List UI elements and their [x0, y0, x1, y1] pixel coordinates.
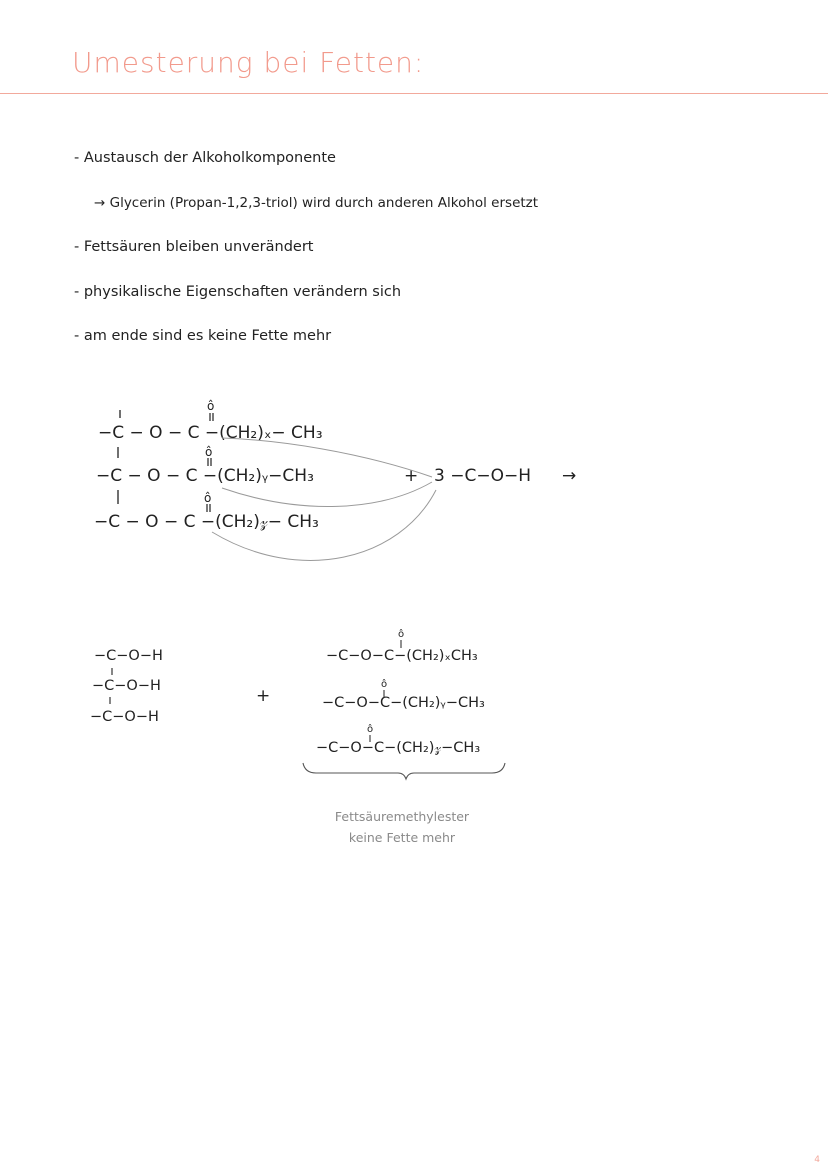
brace [303, 763, 505, 779]
bullet-2: - Fettsäuren bleiben unverändert [74, 239, 314, 255]
carbonyl-o-1: ô [207, 399, 215, 413]
page-title: Umesterung bei Fetten: [72, 46, 425, 79]
reaction-plus-2: + [256, 686, 271, 706]
carbonyl-o-2: ô [205, 445, 213, 459]
ester-o-1: ô [398, 629, 405, 640]
page-number: 4 [814, 1155, 820, 1165]
caption-line-2: keine Fette mehr [348, 830, 456, 845]
bullet-4: - am ende sind es keine Fette mehr [74, 328, 332, 344]
glycerol-row-2: −C−O−H [92, 678, 161, 694]
glycerol-row-1: −C−O−H [94, 648, 163, 664]
ester-o-3: ô [367, 724, 374, 735]
ester-row-3: −C−O−C−(CH₂)𝓏−CH₃ [316, 740, 481, 756]
caption-line-1: Fettsäuremethylester [334, 809, 470, 824]
carbonyl-o-3: ô [204, 491, 212, 505]
ester-o-2: ô [381, 679, 388, 690]
ester-row-1: −C−O−C−(CH₂)ₓCH₃ [326, 648, 478, 664]
arc-1 [222, 438, 432, 477]
bullet-1: - Austausch der Alkoholkomponente [74, 150, 336, 166]
bullet-1-sub: → Glycerin (Propan-1,2,3-triol) wird durch anderen Alkohol ersetzt [94, 195, 539, 211]
methanol: 3 −C−O−H [434, 466, 531, 486]
fat-row-2: −C − O − C −(CH₂)ᵧ−CH₃ [96, 466, 314, 486]
bullet-3: - physikalische Eigenschaften verändern sich [74, 284, 402, 300]
ester-row-2: −C−O−C−(CH₂)ᵧ−CH₃ [322, 695, 485, 711]
arc-2 [222, 482, 432, 507]
fat-row-1: −C − O − C −(CH₂)ₓ− CH₃ [98, 423, 323, 443]
reaction-arrow: → [562, 466, 577, 486]
reaction-plus-1: + [404, 466, 419, 486]
fat-row-3: −C − O − C −(CH₂)𝓏− CH₃ [94, 512, 319, 532]
arc-3 [212, 490, 436, 560]
glycerol-row-3: −C−O−H [90, 709, 159, 725]
